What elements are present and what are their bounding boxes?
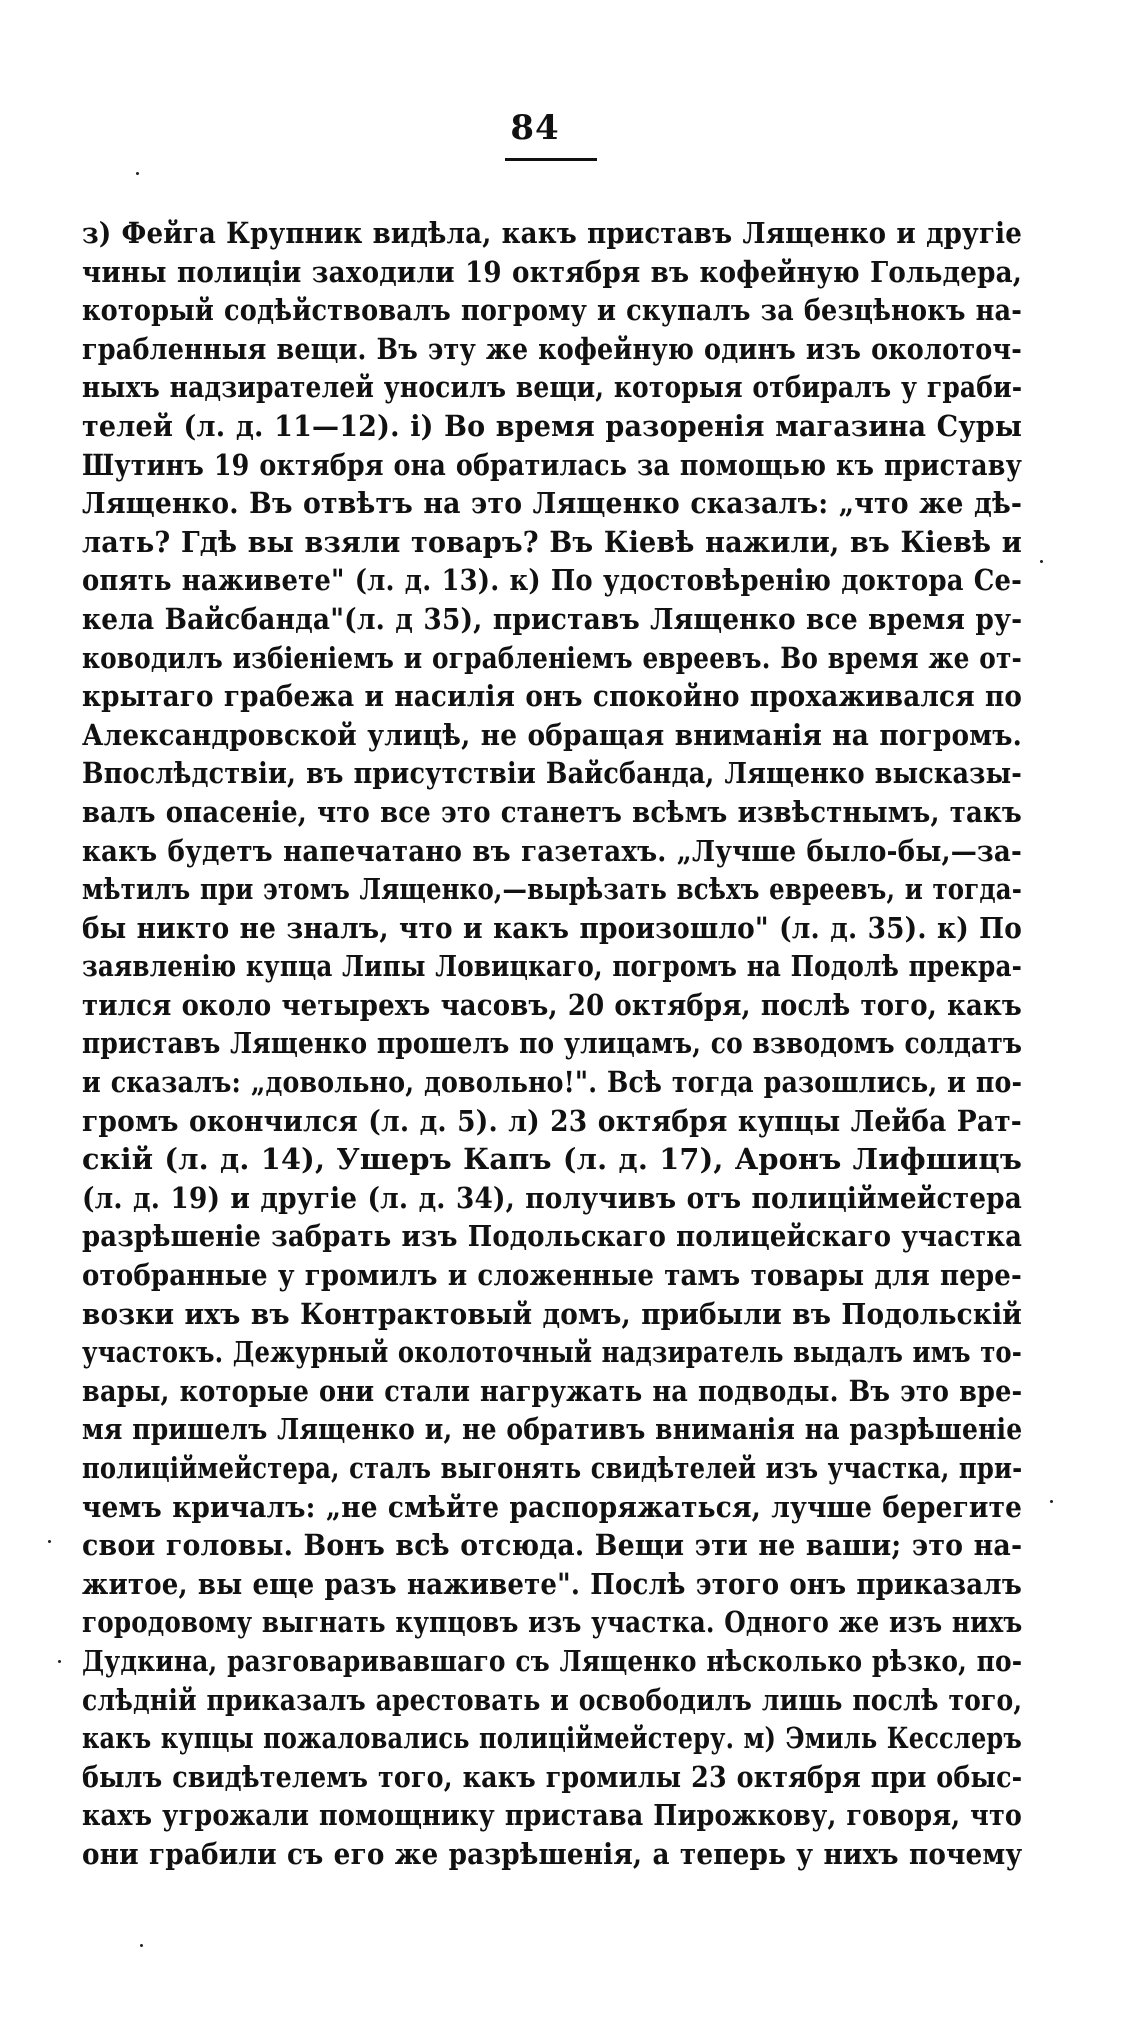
text-line: громъ окончился (л. д. 5). л) 23 октября купцы Лейба Рат- [82,1103,1022,1138]
text-line: житое, вы еще разъ наживете". Послѣ этого онъ приказалъ [82,1566,1022,1601]
page-number: 84 [510,108,560,148]
print-speck [48,1540,51,1543]
text-line: (л. д. 19) и другіе (л. д. 34), получивъ отъ полиціймейстера [82,1180,1022,1215]
text-line: Впослѣдствіи, въ присутствіи Вайсбанда, Лященко высказы- [82,756,1023,791]
print-speck [140,1944,143,1947]
text-line: Лященко. Въ отвѣтъ на это Лященко сказалъ: „что же дѣ- [82,486,1023,521]
text-line: мѣтилъ при этомъ Лященко,—вырѣзать всѣхъ евреевъ, и тогда- [82,872,1023,907]
text-line: слѣдній приказалъ арестовать и освободилъ лишь послѣ того, [82,1682,1023,1717]
text-line: заявленію купца Липы Ловицкаго, погромъ на Подолѣ прекра- [82,949,1022,984]
text-line: былъ свидѣтелемъ того, какъ громилы 23 октября при обыс- [82,1759,1023,1794]
text-line: свои головы. Вонъ всѣ отсюда. Вещи эти не ваши; это на- [82,1528,1023,1563]
text-line: они грабили съ его же разрѣшенія, а теперь у нихъ почему [82,1836,1023,1871]
text-line: отобранные у громилъ и сложенные тамъ товары для пере- [82,1258,1023,1293]
text-line: Александровской улицѣ, не обращая вниманія на погромъ. [82,717,1022,752]
text-line: з) Фейга Крупник видѣла, какъ приставъ Лященко и другіе [82,216,1022,250]
text-line: мя пришелъ Лященко и, не обративъ вниманія на разрѣшеніе [82,1412,1023,1447]
text-line: кела Вайсбанда"(л. д 35), приставъ Лященко все время ру- [82,601,1023,636]
text-line: участокъ. Дежурный околоточный надзиратель выдалъ имъ то- [82,1335,1023,1370]
print-speck [1040,560,1043,563]
text-line: и сказалъ: „довольно, довольно!". Всѣ тогда разошлись, и по- [82,1065,1023,1100]
text-line: возки ихъ въ Контрактовый домъ, прибыли въ Подольскій [82,1296,1023,1331]
text-line: городовому выгнать купцовъ изъ участка. Одного же изъ нихъ [82,1605,1023,1640]
text-line: разрѣшеніе забрать изъ Подольскаго полицейскаго участка [82,1219,1023,1254]
text-line: бы никто не зналъ, что и какъ произошло" (л. д. 35). к) По [82,910,1023,945]
print-speck [1050,1500,1053,1503]
text-line: Дудкина, разговаривавшаго съ Лященко нѣсколько рѣзко, по- [82,1643,1023,1678]
print-speck [58,1660,61,1663]
text-line: чины полиціи заходили 19 октября въ кофейную Гольдера, [82,254,1023,289]
text-line: полиціймейстера, сталъ выгонять свидѣтелей изъ участка, при- [82,1451,1023,1485]
page-number-rule [505,158,597,161]
text-line: вары, которые они стали нагружать на подводы. Въ это вре- [82,1373,1023,1408]
text-line: грабленныя вещи. Въ эту же кофейную одинъ изъ околоточ- [82,331,1022,366]
text-line: чемъ кричалъ: „не смѣйте распоряжаться, лучше берегите [82,1489,1023,1524]
print-speck [136,172,139,175]
text-line: лать? Гдѣ вы взяли товаръ? Въ Кіевѣ нажили, въ Кіевѣ и [82,524,1022,559]
text-line: крытаго грабежа и насилія онъ спокойно прохаживался по [82,679,1023,714]
text-line: Шутинъ 19 октября она обратилась за помощью къ приставу [82,447,1022,482]
text-line: какъ купцы пожаловались полиціймейстеру. м) Эмиль Кесслеръ [82,1721,1022,1756]
text-line: тился около четырехъ часовъ, 20 октября, послѣ того, какъ [82,987,1023,1022]
text-line: валъ опасеніе, что все это станетъ всѣмъ извѣстнымъ, такъ [82,794,1022,829]
text-line: телей (л. д. 11—12). і) Во время разоренія магазина Суры [82,408,1023,443]
text-line: приставъ Лященко прошелъ по улицамъ, со взводомъ солдатъ [82,1026,1023,1061]
text-line: ководилъ избіеніемъ и ограбленіемъ евреевъ. Во время же от- [82,640,1022,675]
text-line: кахъ угрожали помощнику пристава Пирожкову, говоря, что [82,1798,1023,1833]
text-line: опять наживете" (л. д. 13). к) По удостовѣренію доктора Се- [82,563,1023,598]
text-line: который содѣйствовалъ погрому и скупалъ за безцѣнокъ на- [82,293,1023,328]
text-line: ныхъ надзирателей уносилъ вещи, которыя отбиралъ у граби- [82,370,1023,405]
body-text [82,214,1022,1874]
text-line: скій (л. д. 14), Ушеръ Капъ (л. д. 17), Аронъ Лифшицъ [82,1142,1023,1177]
text-line: какъ будетъ напечатано въ газетахъ. „Лучше было-бы,—за- [82,833,1022,868]
